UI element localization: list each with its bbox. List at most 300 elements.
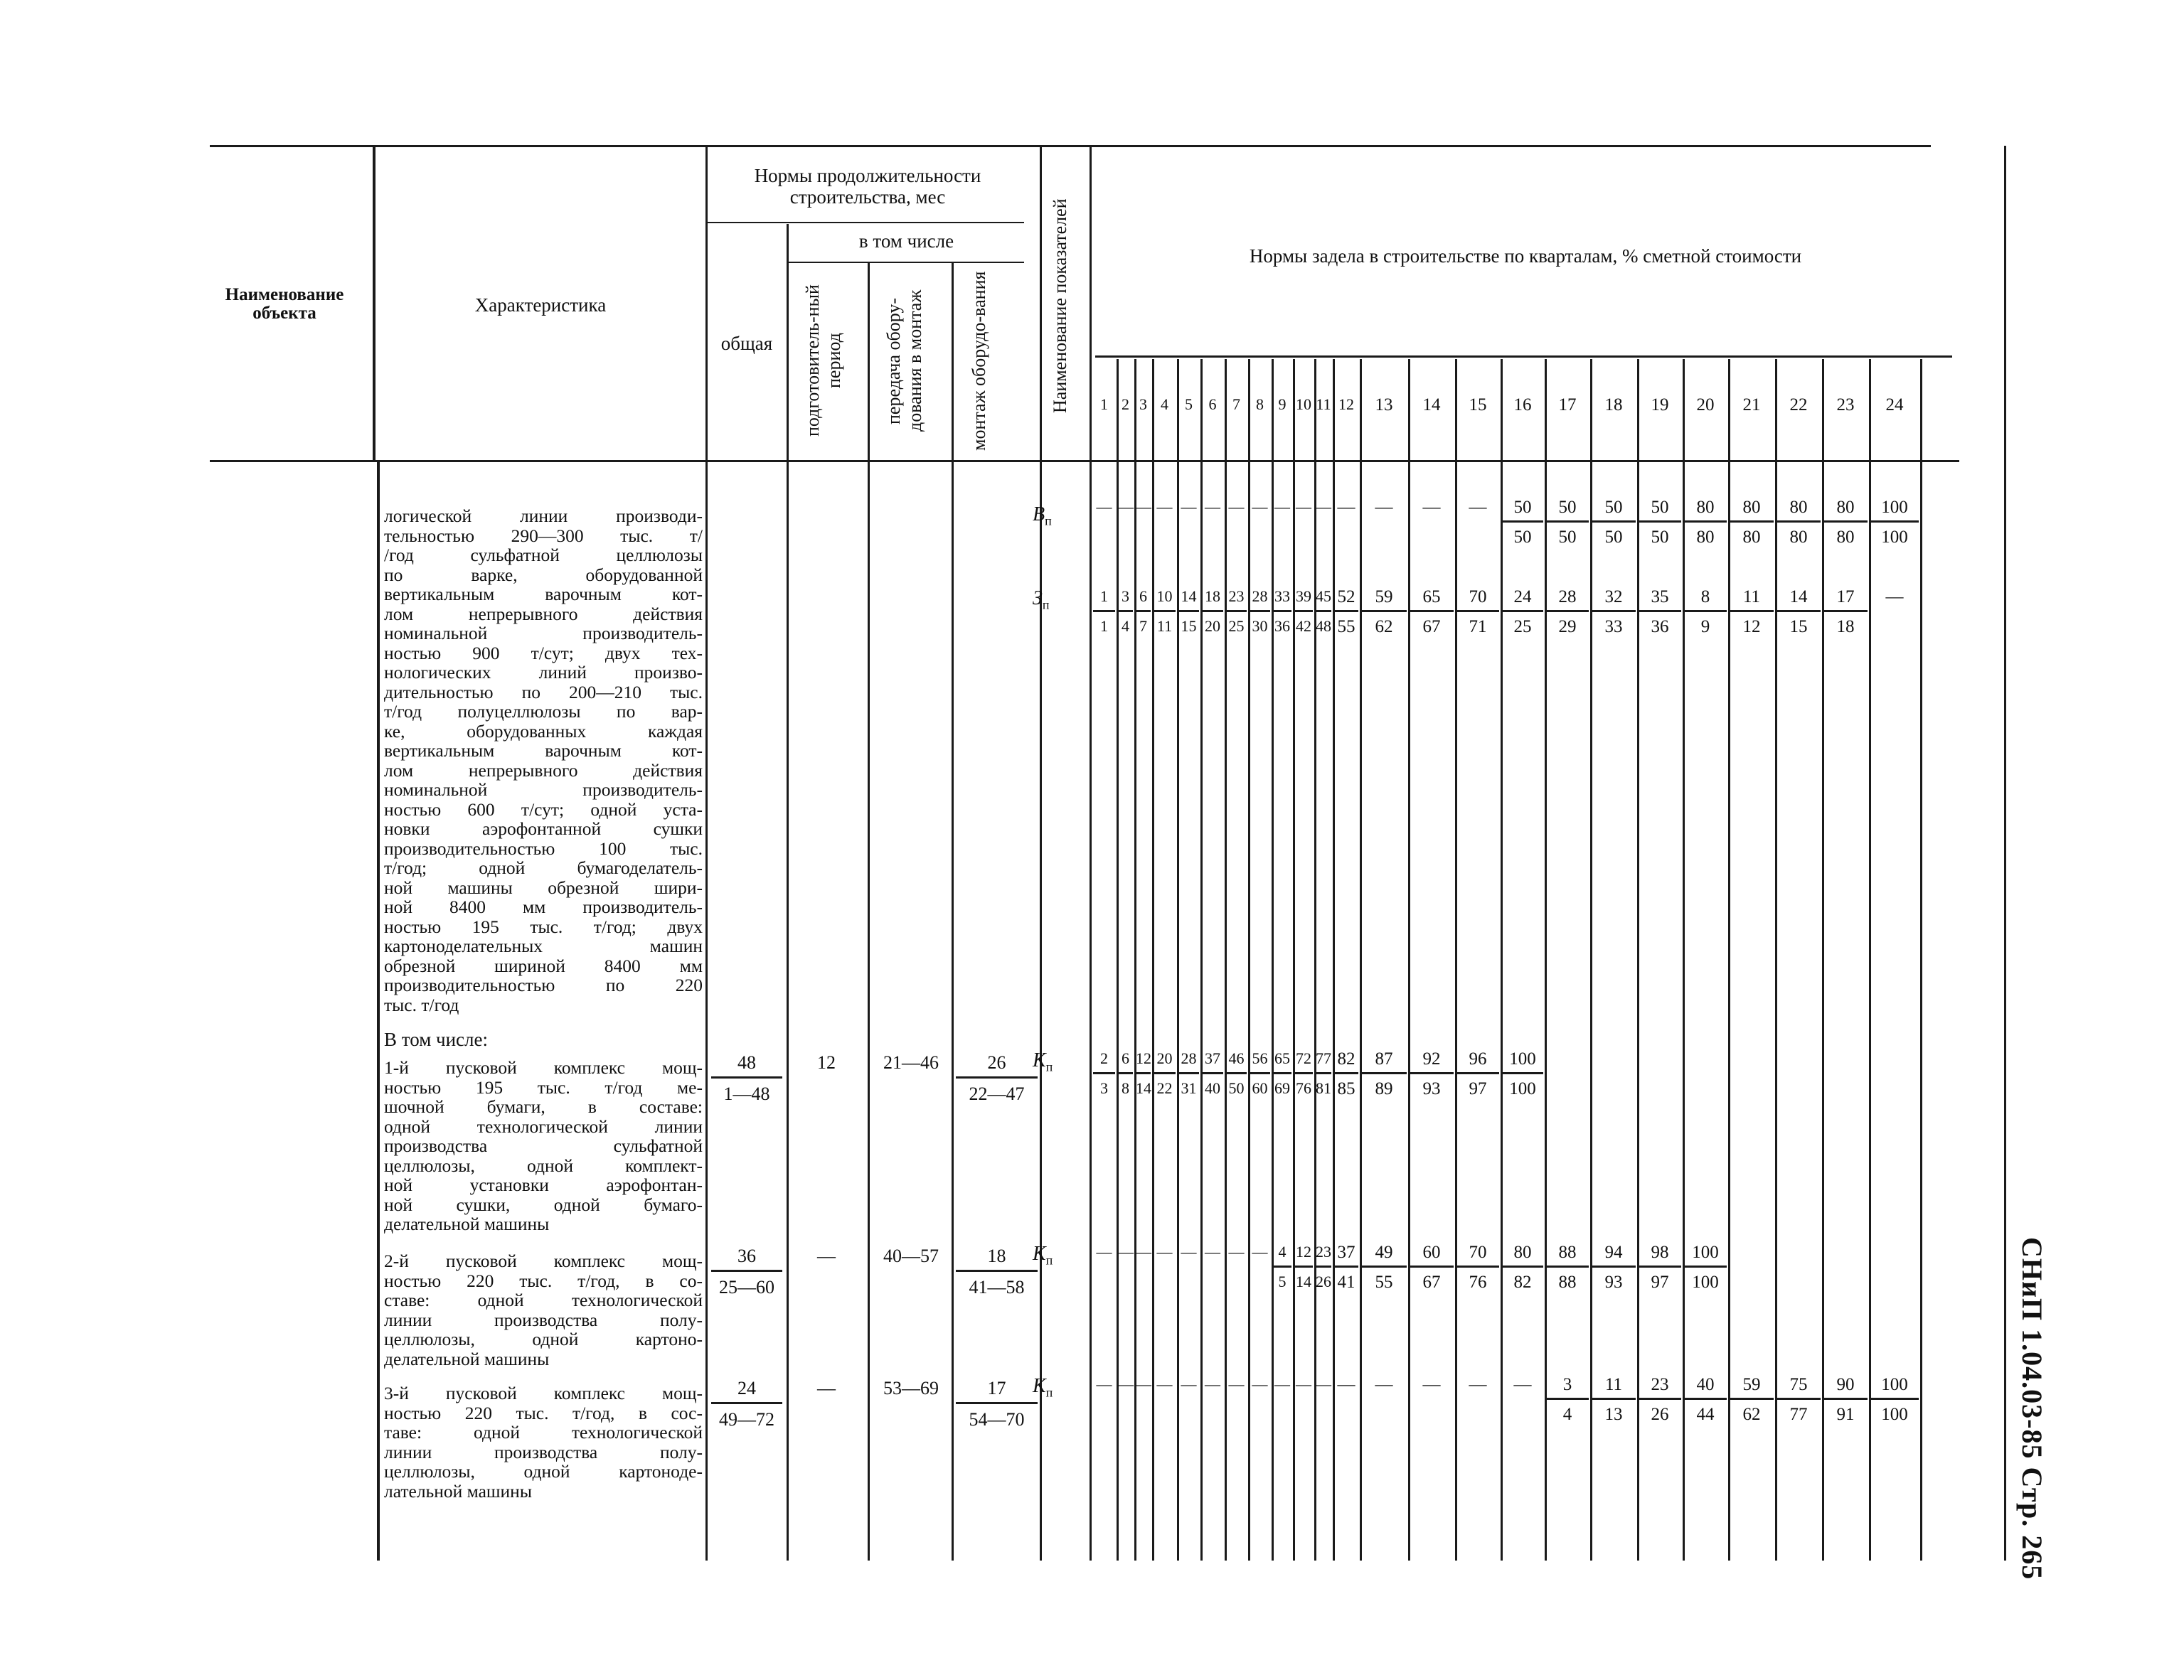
z-bottom-13: 62 [1375, 617, 1393, 636]
page-reference: СНиП 1.04.03-85 Стр. 265 [2016, 1237, 2048, 1580]
z-bar-9 [1273, 610, 1291, 612]
z-top-22: 14 [1789, 587, 1808, 606]
z-bar-22 [1777, 610, 1821, 612]
transfer-header: передача обору-дования в монтаж [883, 289, 925, 432]
characteristic-line: целлюлозы, одной комплект- [384, 1155, 703, 1176]
k1-top-11: 77 [1316, 1049, 1331, 1067]
k1-top-5: 28 [1181, 1049, 1197, 1067]
quarter-header-20: 20 [1696, 395, 1715, 414]
v-top-24: 100 [1881, 498, 1908, 517]
characteristic-line: ной установки аэрофонтан- [384, 1175, 703, 1195]
z-bar-5 [1178, 610, 1199, 612]
k2-bottom-11: 26 [1316, 1273, 1331, 1290]
z-top-19: 35 [1651, 587, 1669, 606]
k1-bar-4 [1154, 1072, 1176, 1074]
v-bottom-18: 50 [1604, 528, 1623, 547]
k3-top-13: — [1375, 1375, 1393, 1394]
k2-top-6: — [1205, 1243, 1220, 1261]
quarter-header-18: 18 [1604, 395, 1623, 414]
mount-header: монтаж оборудо-вания [969, 271, 989, 451]
k2-top-3: — [1136, 1243, 1151, 1261]
v-top-20: 80 [1696, 498, 1715, 517]
v-bar-19 [1639, 520, 1681, 523]
quarter-header-15: 15 [1469, 395, 1487, 414]
header-bottom-rule [210, 460, 1959, 462]
z-indicator-letter: З [1033, 587, 1043, 609]
z-bottom-9: 36 [1274, 617, 1290, 635]
v-bar-20 [1684, 520, 1727, 523]
k1-bottom-4: 22 [1156, 1079, 1173, 1097]
k2-bar-15 [1456, 1266, 1499, 1268]
k3-top-3: — [1136, 1375, 1151, 1393]
z-bar-18 [1592, 610, 1636, 612]
characteristic-line: лом непрерывного действия [384, 603, 703, 624]
z-bar-20 [1684, 610, 1727, 612]
v-bar-16 [1502, 520, 1543, 523]
characteristic-line: дительностью по 200—210 тыс. [384, 681, 703, 702]
complex1-prep: 12 [817, 1052, 836, 1073]
complex3-prep: — [817, 1378, 836, 1398]
k1-bar-2 [1118, 1072, 1133, 1074]
characteristic-line: одной технологической линии [384, 1115, 703, 1137]
complex2-total-top: 36 [737, 1246, 756, 1266]
k3-top-10: — [1296, 1375, 1311, 1393]
k3-top-2: — [1118, 1375, 1134, 1393]
v-top-14: — [1422, 498, 1441, 517]
k2-top-17: 88 [1558, 1243, 1577, 1262]
characteristic-line: ставе: одной технологической [384, 1290, 703, 1310]
table-right-rule [2004, 146, 2006, 1561]
col-rule [705, 146, 708, 1561]
k2-bottom-17: 88 [1558, 1273, 1577, 1292]
k3-top-7: — [1228, 1375, 1245, 1393]
k3-bottom-21: 62 [1742, 1405, 1761, 1424]
complex2-mount-top: 18 [987, 1246, 1006, 1266]
k1-top-3: 12 [1136, 1049, 1151, 1067]
k2-bar-11 [1316, 1266, 1331, 1268]
k1-top-13: 87 [1375, 1049, 1393, 1069]
characteristic-line: лом непрерывного действия [384, 759, 703, 781]
quarter-header-4: 4 [1161, 395, 1168, 413]
k2-top-5: — [1181, 1243, 1197, 1261]
quarter-header-3: 3 [1139, 395, 1147, 413]
k3-top-17: 3 [1562, 1375, 1572, 1394]
v-bar-24 [1870, 520, 1919, 523]
z-bar-10 [1294, 610, 1313, 612]
z-bottom-11: 48 [1316, 617, 1331, 635]
k1-bottom-7: 50 [1228, 1079, 1245, 1097]
z-bottom-8: 30 [1252, 617, 1268, 635]
k1-top-2: 6 [1122, 1049, 1129, 1067]
v-bottom-19: 50 [1651, 528, 1669, 547]
v-top-15: — [1469, 498, 1487, 517]
v-bottom-23: 80 [1836, 528, 1855, 547]
k2-bottom-15: 76 [1469, 1273, 1487, 1292]
durations-rule [708, 222, 1024, 223]
z-top-24: — [1885, 587, 1904, 606]
characteristic-line: ной 8400 мм производитель- [384, 897, 703, 917]
k3-bottom-22: 77 [1789, 1405, 1808, 1424]
characteristic-line: целлюлозы, одной картоноде- [384, 1461, 703, 1482]
v-top-4: — [1156, 498, 1173, 515]
characteristic-line: картоноделательных машин [384, 936, 703, 956]
k2-top-9: 4 [1278, 1243, 1287, 1261]
k1-letter: К [1033, 1049, 1046, 1071]
z-bottom-7: 25 [1228, 617, 1245, 635]
k1-bar-12 [1334, 1072, 1358, 1074]
z-bar-15 [1456, 610, 1499, 612]
k2-indicator-label [1033, 1243, 1053, 1268]
quarter-header-8: 8 [1256, 395, 1264, 413]
quarter-header-23: 23 [1836, 395, 1855, 414]
z-top-12: 52 [1337, 587, 1355, 606]
quarter-header-2: 2 [1122, 395, 1129, 413]
k1-bar-16 [1502, 1072, 1543, 1074]
complex1-total-top: 48 [737, 1052, 756, 1073]
characteristic-line: линии производства полу- [384, 1309, 703, 1330]
k1-bar-3 [1136, 1072, 1151, 1074]
characteristic-line: вертикальным варочным кот- [384, 584, 703, 604]
z-bar-13 [1361, 610, 1407, 612]
complex3-mount-bar [956, 1402, 1038, 1404]
k3-bottom-23: 91 [1836, 1405, 1855, 1424]
v-bar-21 [1730, 520, 1774, 523]
quarter-header-7: 7 [1232, 395, 1240, 413]
characteristic-line: шочной бумаги, в составе: [384, 1096, 703, 1117]
k1-bottom-12: 85 [1337, 1079, 1355, 1098]
characteristic-line: обрезной шириной 8400 мм [384, 955, 703, 976]
k3-top-15: — [1469, 1375, 1487, 1394]
k3-letter: К [1033, 1375, 1046, 1397]
z-top-20: 8 [1700, 587, 1710, 606]
k2-bar-17 [1546, 1266, 1589, 1268]
z-bottom-19: 36 [1651, 617, 1669, 636]
k3-bar-18 [1592, 1398, 1636, 1400]
v-top-7: — [1228, 498, 1245, 515]
k1-bar-10 [1294, 1072, 1313, 1074]
z-bar-14 [1410, 610, 1454, 612]
characteristic-line: по варке, оборудованной [384, 564, 703, 585]
k1-bottom-1: 3 [1100, 1079, 1108, 1097]
characteristic-line: логической линии производи- [384, 505, 703, 526]
k3-bottom-24: 100 [1881, 1405, 1908, 1424]
incl-rule [788, 262, 1024, 263]
quarter-col-rule [1920, 359, 1922, 1561]
k1-bottom-15: 97 [1469, 1079, 1487, 1098]
complex2-transfer: 40—57 [883, 1246, 939, 1266]
z-top-18: 32 [1604, 587, 1623, 606]
k1-top-7: 46 [1228, 1049, 1245, 1067]
z-bar-12 [1334, 610, 1358, 612]
complex1-mount-top: 26 [987, 1052, 1006, 1073]
characteristic-line: номинальной производитель- [384, 779, 703, 800]
characteristic-line: ностью 195 тыс. т/год ме- [384, 1076, 703, 1098]
quarter-header-17: 17 [1558, 395, 1577, 414]
z-bottom-17: 29 [1558, 617, 1577, 636]
z-bar-3 [1136, 610, 1151, 612]
v-top-11: — [1316, 498, 1331, 515]
z-top-13: 59 [1375, 587, 1393, 606]
k3-bar-17 [1546, 1398, 1589, 1400]
col-char-header: Характеристика [474, 294, 607, 316]
k2-top-8: — [1252, 1243, 1268, 1261]
complex1-total-bar [711, 1076, 782, 1079]
z-bar-6 [1202, 610, 1223, 612]
k2-bar-20 [1684, 1266, 1727, 1268]
k1-bar-1 [1093, 1072, 1115, 1074]
col-object-header: Наименование объекта [225, 285, 344, 323]
z-bar-1 [1093, 610, 1115, 612]
col-rule [952, 262, 954, 1561]
characteristic-line: т/год полуцеллюлозы по вар- [384, 701, 703, 722]
k1-top-1: 2 [1100, 1049, 1108, 1067]
k1-sub: п [1045, 1059, 1053, 1074]
k3-bottom-17: 4 [1562, 1405, 1572, 1424]
characteristic-line: ностью 220 тыс. т/год, в со- [384, 1270, 703, 1291]
k3-top-22: 75 [1789, 1375, 1808, 1394]
z-bar-7 [1226, 610, 1247, 612]
k3-bottom-18: 13 [1604, 1405, 1623, 1424]
k1-bar-15 [1456, 1072, 1499, 1074]
k2-bottom-9: 5 [1278, 1273, 1287, 1290]
k1-bottom-10: 76 [1296, 1079, 1311, 1097]
z-bottom-14: 67 [1422, 617, 1441, 636]
k1-bottom-11: 81 [1316, 1079, 1331, 1097]
v-bottom-24: 100 [1881, 528, 1908, 547]
z-bottom-2: 4 [1122, 617, 1129, 635]
quarter-header-21: 21 [1742, 395, 1761, 414]
complex3-total-top: 24 [737, 1378, 756, 1398]
v-top-18: 50 [1604, 498, 1623, 517]
k3-sub: п [1045, 1385, 1053, 1400]
z-top-14: 65 [1422, 587, 1441, 606]
indicator-header: Наименование показателей [1050, 198, 1070, 413]
z-top-6: 18 [1205, 587, 1220, 605]
z-indicator-sub: п [1042, 597, 1050, 612]
k3-top-18: 11 [1604, 1375, 1623, 1394]
z-bar-8 [1250, 610, 1270, 612]
k2-bar-10 [1294, 1266, 1313, 1268]
k3-bar-24 [1870, 1398, 1919, 1400]
z-top-2: 3 [1122, 587, 1129, 605]
v-top-19: 50 [1651, 498, 1669, 517]
characteristic-line: лательной машины [384, 1480, 532, 1502]
z-bottom-16: 25 [1513, 617, 1532, 636]
characteristic-line: новки аэрофонтанной сушки [384, 818, 703, 839]
characteristic-line: 1-й пусковой комплекс мощ- [384, 1057, 703, 1078]
v-bar-17 [1546, 520, 1589, 523]
v-top-6: — [1205, 498, 1220, 515]
characteristic-line: ностью 195 тыс. т/год; двух [384, 916, 703, 937]
k2-bottom-18: 93 [1604, 1273, 1623, 1292]
k3-top-20: 40 [1696, 1375, 1715, 1394]
k1-bar-13 [1361, 1072, 1407, 1074]
characteristic-line: линии производства полу- [384, 1441, 703, 1462]
k2-top-14: 60 [1422, 1243, 1441, 1262]
k2-top-20: 100 [1692, 1243, 1719, 1262]
z-bottom-6: 20 [1205, 617, 1220, 635]
z-top-10: 39 [1296, 587, 1311, 605]
k2-bottom-20: 100 [1692, 1273, 1719, 1292]
z-bar-17 [1546, 610, 1589, 612]
z-top-3: 6 [1139, 587, 1147, 605]
k3-top-6: — [1205, 1375, 1220, 1393]
quarters-rule [1095, 355, 1952, 358]
complex3-total-bottom: 49—72 [719, 1409, 774, 1430]
k2-bar-19 [1639, 1266, 1681, 1268]
k3-top-11: — [1316, 1375, 1331, 1393]
complex1-total-bottom: 1—48 [723, 1084, 770, 1104]
characteristic-line: тыс. т/год [384, 994, 459, 1015]
k2-top-18: 94 [1604, 1243, 1623, 1262]
characteristic-line: ной сушки, одной бумаго- [384, 1194, 703, 1215]
complex3-transfer: 53—69 [883, 1378, 939, 1398]
k3-top-23: 90 [1836, 1375, 1855, 1394]
prep-header: подготовитель-ный период [802, 284, 844, 437]
characteristic-line: ностью 220 тыс. т/год, в сос- [384, 1402, 703, 1423]
k1-bottom-3: 14 [1136, 1079, 1151, 1097]
v-top-1: — [1096, 498, 1112, 515]
k3-bottom-19: 26 [1651, 1405, 1669, 1424]
z-bar-16 [1502, 610, 1543, 612]
k2-top-10: 12 [1296, 1243, 1311, 1261]
characteristic-line: номинальной производитель- [384, 623, 703, 643]
complex2-mount-bar [956, 1270, 1038, 1272]
z-bottom-23: 18 [1836, 617, 1855, 636]
k2-sub: п [1045, 1253, 1053, 1268]
characteristic-line: производительностью 100 тыс. [384, 838, 703, 859]
z-bottom-4: 11 [1156, 617, 1173, 635]
v-bottom-21: 80 [1742, 528, 1761, 547]
characteristic-line: тельностью 290—300 тыс. т/ [384, 525, 703, 546]
v-top-21: 80 [1742, 498, 1761, 517]
table-top-rule [210, 145, 1931, 147]
complex2-mount-bottom: 41—58 [969, 1277, 1025, 1298]
quarter-header-12: 12 [1338, 395, 1354, 413]
v-top-3: — [1136, 498, 1151, 515]
v-top-10: — [1296, 498, 1311, 515]
z-top-11: 45 [1316, 587, 1331, 605]
quarter-header-10: 10 [1296, 395, 1311, 413]
v-bottom-17: 50 [1558, 528, 1577, 547]
v-top-12: — [1337, 498, 1355, 517]
k3-top-5: — [1181, 1375, 1197, 1393]
v-top-16: 50 [1513, 498, 1532, 517]
k3-bar-21 [1730, 1398, 1774, 1400]
incl-header: в том числе [858, 230, 954, 252]
z-bar-23 [1823, 610, 1868, 612]
k2-bottom-19: 97 [1651, 1273, 1669, 1292]
z-top-9: 33 [1274, 587, 1290, 605]
complex2-prep: — [817, 1246, 836, 1266]
z-top-23: 17 [1836, 587, 1855, 606]
v-bottom-16: 50 [1513, 528, 1532, 547]
k2-top-15: 70 [1469, 1243, 1487, 1262]
z-bottom-3: 7 [1139, 617, 1147, 635]
v-indicator-letter: В [1033, 503, 1045, 525]
v-top-2: — [1118, 498, 1134, 515]
characteristic-line: т/год; одной бумагоделатель- [384, 857, 703, 878]
z-top-21: 11 [1742, 587, 1761, 606]
characteristic-line: /год сульфатной целлюлозы [384, 545, 703, 565]
k1-bar-6 [1202, 1072, 1223, 1074]
complex2-total-bottom: 25—60 [719, 1277, 774, 1298]
col-rule [1090, 146, 1092, 1561]
k3-top-9: — [1274, 1375, 1290, 1393]
characteristic-line: ке, оборудованных каждая [384, 720, 703, 742]
k2-top-13: 49 [1375, 1243, 1393, 1262]
k2-bar-16 [1502, 1266, 1543, 1268]
v-top-17: 50 [1558, 498, 1577, 517]
complex3-characteristic [384, 1384, 703, 1501]
v-bar-18 [1592, 520, 1636, 523]
k3-indicator-label [1033, 1375, 1053, 1401]
k3-bar-22 [1777, 1398, 1821, 1400]
complex1-characteristic [384, 1058, 703, 1234]
main-characteristic [384, 506, 703, 1015]
characteristic-line: вертикальным варочным кот- [384, 740, 703, 761]
k1-bottom-6: 40 [1205, 1079, 1220, 1097]
z-bottom-10: 42 [1296, 617, 1311, 635]
v-top-9: — [1274, 498, 1290, 515]
k3-top-12: — [1337, 1375, 1355, 1394]
characteristic-line: производства сульфатной [384, 1135, 703, 1156]
z-bar-19 [1639, 610, 1681, 612]
k1-bar-14 [1410, 1072, 1454, 1074]
k2-bar-9 [1273, 1266, 1291, 1268]
z-top-16: 24 [1513, 587, 1532, 606]
z-top-17: 28 [1558, 587, 1577, 606]
z-bar-21 [1730, 610, 1774, 612]
v-indicator-label [1033, 503, 1052, 529]
z-bottom-15: 71 [1469, 617, 1487, 636]
k1-top-9: 65 [1274, 1049, 1290, 1067]
k3-top-8: — [1252, 1375, 1268, 1393]
quarter-header-6: 6 [1208, 395, 1217, 413]
z-top-4: 10 [1156, 587, 1173, 605]
quarter-header-5: 5 [1185, 395, 1193, 413]
k2-letter: К [1033, 1243, 1046, 1265]
k1-bottom-14: 93 [1422, 1079, 1441, 1098]
characteristic-line: ностью 600 т/сут; одной уста- [384, 798, 703, 820]
v-top-23: 80 [1836, 498, 1855, 517]
k1-bottom-5: 31 [1181, 1079, 1197, 1097]
k1-top-10: 72 [1296, 1049, 1311, 1067]
k1-bottom-9: 69 [1274, 1079, 1290, 1097]
k2-bar-14 [1410, 1266, 1454, 1268]
k3-bar-20 [1684, 1398, 1727, 1400]
z-top-1: 1 [1100, 587, 1108, 605]
k2-bottom-14: 67 [1422, 1273, 1441, 1292]
z-bottom-21: 12 [1742, 617, 1761, 636]
quarter-header-9: 9 [1278, 395, 1287, 413]
k1-bar-11 [1316, 1072, 1331, 1074]
z-top-5: 14 [1181, 587, 1197, 605]
k1-bar-9 [1273, 1072, 1291, 1074]
k2-top-4: — [1156, 1243, 1173, 1261]
v-bottom-22: 80 [1789, 528, 1808, 547]
k3-top-19: 23 [1651, 1375, 1669, 1394]
k1-top-14: 92 [1422, 1049, 1441, 1069]
k1-bottom-2: 8 [1122, 1079, 1129, 1097]
quarter-header-24: 24 [1885, 395, 1904, 414]
col-rule [868, 262, 870, 1561]
z-top-8: 28 [1252, 587, 1268, 605]
characteristic-line: таве: одной технологической [384, 1422, 703, 1443]
quarter-header-11: 11 [1316, 395, 1331, 413]
quarters-header: Нормы задела в строительстве по кварталам, % сметной стоимости [1249, 245, 1802, 267]
z-bottom-5: 15 [1181, 617, 1197, 635]
